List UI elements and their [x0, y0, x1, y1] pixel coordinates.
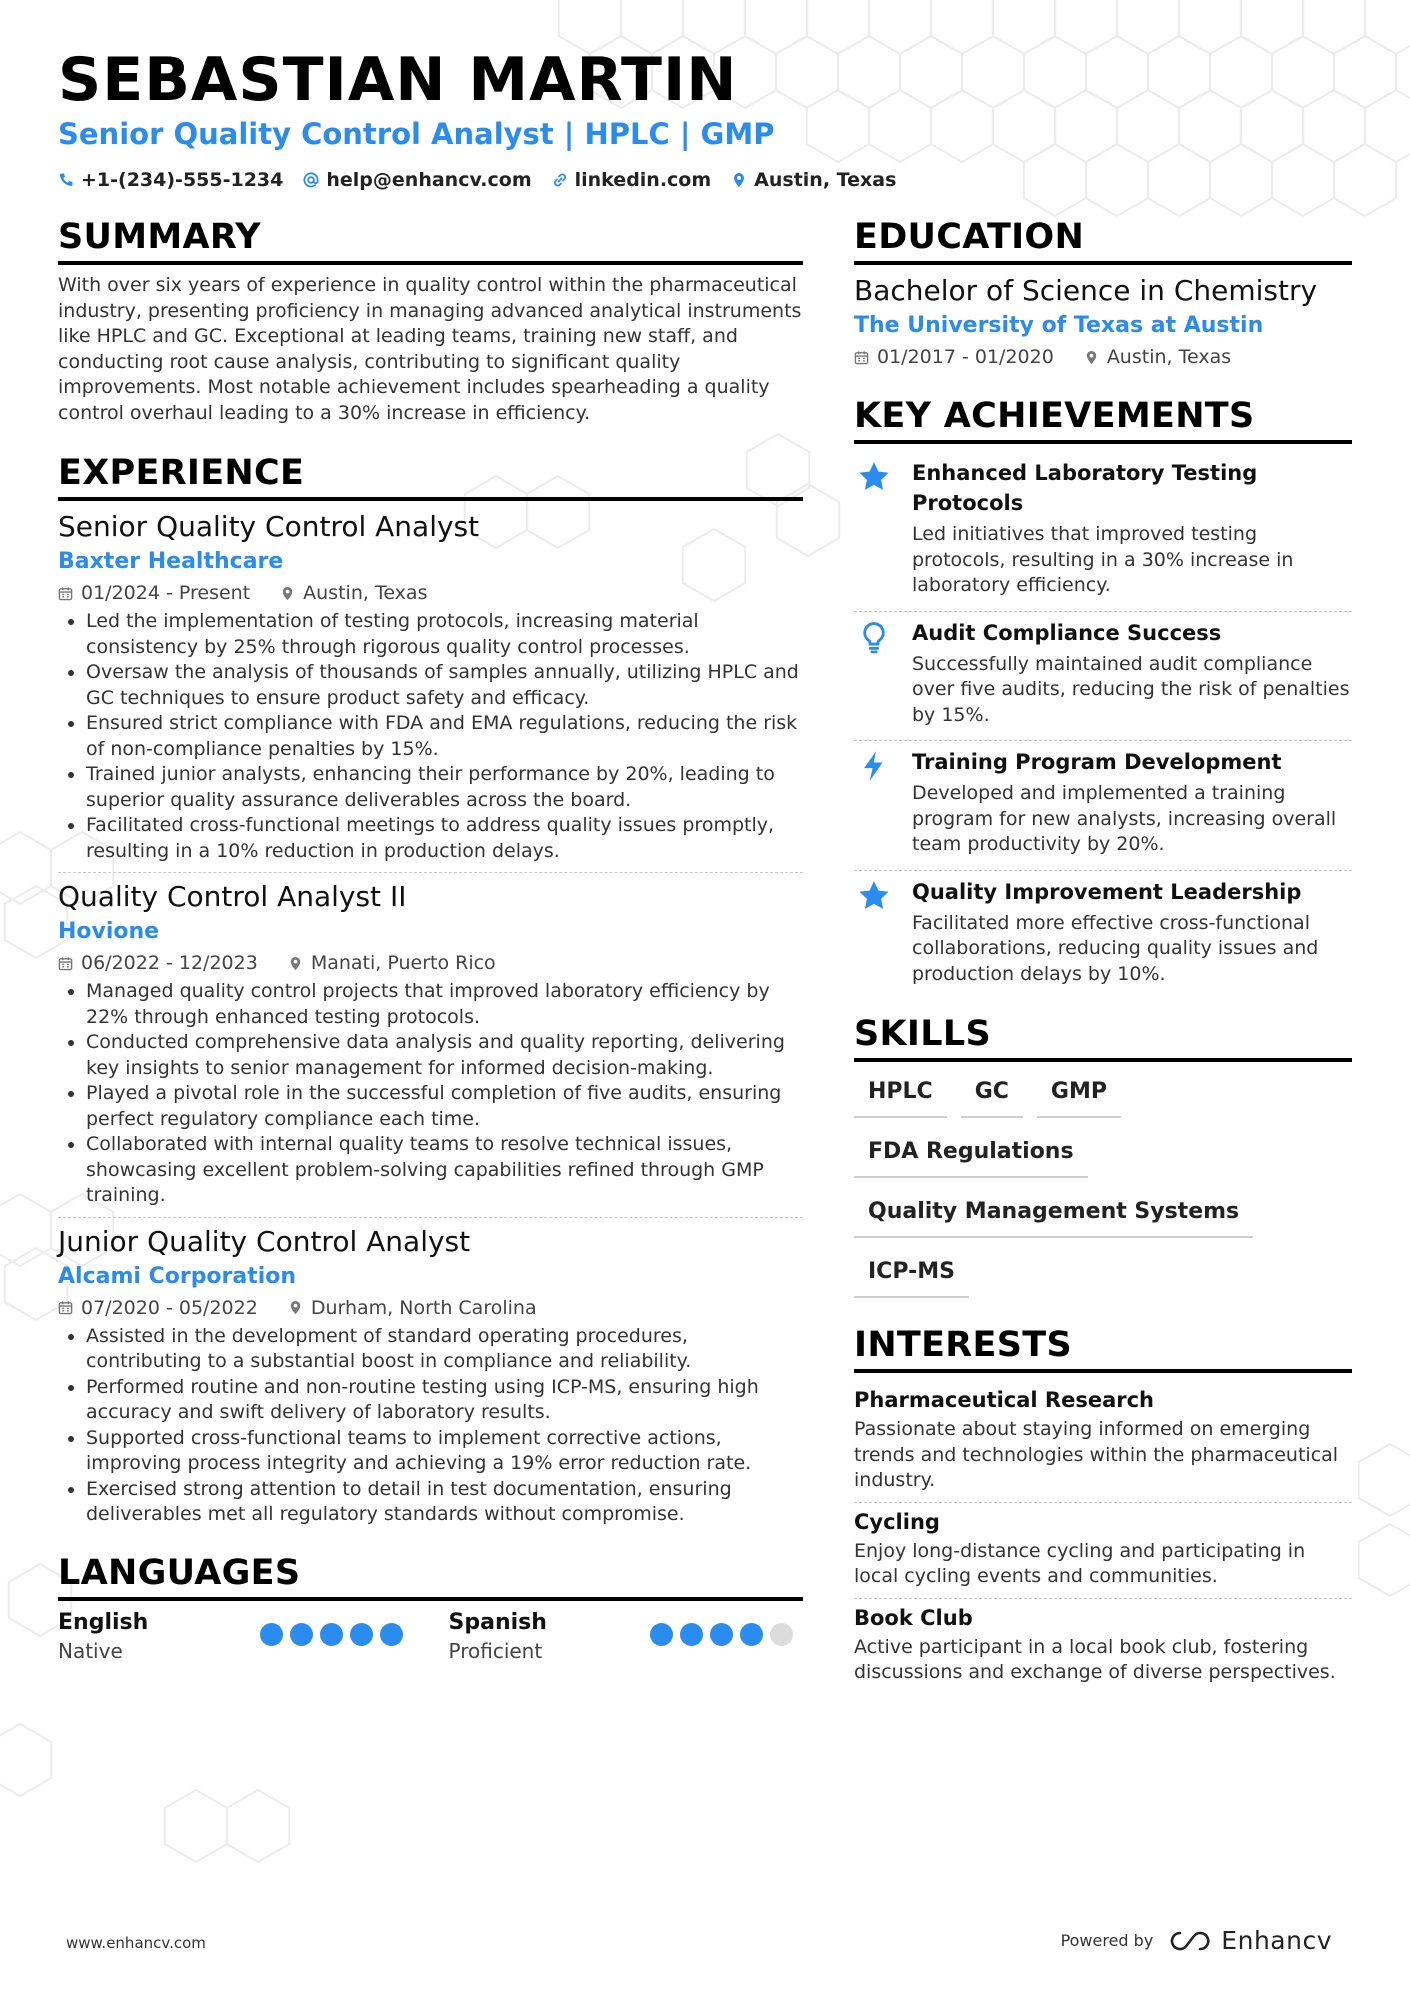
education-dates-text: 01/2017 - 01/2020: [877, 346, 1054, 368]
experience-heading: EXPERIENCE: [58, 452, 803, 501]
rating-dot-filled: [380, 1623, 403, 1646]
language-item: [58, 1609, 413, 1665]
achievement-item: [854, 871, 1352, 1000]
skills-section: [854, 1013, 1352, 1298]
email-text: help@enhancv.com: [326, 169, 532, 191]
summary-text: With over six years of experience in quality control within the pharmaceutical industry, presenting proficiency in managing advanced analytical instruments like HPLC and GC. Exceptional at leading teams, training new staff, and conducting root cause analysis, contributing to significant quality improvements. Most notable achievement includes spearheading a quality control overhaul leading to a 30% increase in efficiency.: [58, 274, 802, 424]
job-title: Junior Quality Control Analyst: [58, 1224, 471, 1258]
job-bullet: • Collaborated with internal quality teams to resolve technical issues, showcasing excellent problem-solving capabilities refined through GMP training.: [86, 1132, 803, 1209]
calendar-icon: [58, 1300, 73, 1315]
rating-dot-filled: [320, 1623, 343, 1646]
achievements-section: [854, 395, 1352, 999]
job-bullet: • Supported cross-functional teams to implement corrective actions, improving process integrity and achieving a 19% error reduction rate.: [86, 1426, 803, 1477]
job-location: [288, 949, 496, 977]
brand-name: Enhancv: [1221, 1926, 1332, 1955]
rating-dot-filled: [650, 1623, 673, 1646]
language-rating: [650, 1623, 793, 1646]
skills-heading: SKILLS: [854, 1013, 1352, 1062]
job-bullet: • Oversaw the analysis of thousands of samples annually, utilizing HPLC and GC techniques to ensure product safety and efficacy.: [86, 660, 803, 711]
summary-section: [58, 216, 803, 426]
education-location-text: Austin, Texas: [1106, 346, 1232, 368]
education-location: [1084, 343, 1231, 371]
achievement-title: Audit Compliance Success: [912, 620, 1222, 645]
job-bullet: • Managed quality control projects that improved laboratory efficiency by 22% through enhanced testing protocols.: [86, 979, 803, 1030]
contact-phone[interactable]: [58, 167, 283, 193]
achievement-icon-wrap: [854, 618, 894, 729]
education-heading: EDUCATION: [854, 216, 1352, 265]
education-degree: Bachelor of Science in Chemistry: [854, 274, 1318, 307]
location-text: Austin, Texas: [754, 169, 897, 191]
job-bullet: • Led the implementation of testing protocols, increasing material consistency by 25% through rigorous quality control processes.: [86, 609, 803, 660]
interest-description: Passionate about staying informed on emerging trends and technologies within the pharmaceutical industry.: [854, 1418, 1339, 1491]
interest-item: [854, 1381, 1352, 1503]
job-dates: [58, 1294, 258, 1322]
job-entry: [58, 509, 803, 873]
calendar-icon: [58, 956, 73, 971]
job-location: [288, 1294, 537, 1322]
job-dates: [58, 579, 250, 607]
job-title: Quality Control Analyst II: [58, 880, 407, 913]
phone-icon: [58, 172, 74, 188]
interest-title: Book Club: [854, 1605, 973, 1630]
interests-heading: INTERESTS: [854, 1324, 1352, 1373]
job-company[interactable]: Baxter Healthcare: [58, 549, 284, 574]
language-rating: [260, 1623, 403, 1646]
enhancv-brand[interactable]: [1167, 1926, 1332, 1955]
education-section: [854, 216, 1352, 371]
job-dates-text: 01/2024 - Present: [81, 582, 251, 604]
location-pin-icon: [288, 1300, 303, 1315]
interest-item: [854, 1503, 1352, 1599]
achievement-icon-wrap: [854, 877, 894, 988]
education-school[interactable]: The University of Texas at Austin: [854, 313, 1264, 338]
job-location-text: Manati, Puerto Rico: [310, 952, 496, 974]
right-column: [854, 216, 1352, 1694]
interest-description: Active participant in a local book club, fostering discussions and exchange of diverse perspectives.: [854, 1635, 1336, 1683]
location-pin-icon: [280, 586, 295, 601]
achievements-heading: KEY ACHIEVEMENTS: [854, 395, 1352, 444]
lightning-icon: [857, 749, 891, 783]
job-location-text: Durham, North Carolina: [310, 1296, 537, 1319]
job-bullet: • Played a pivotal role in the successful completion of five audits, ensuring perfect regulatory compliance each time.: [86, 1081, 803, 1132]
job-bullets: [58, 979, 803, 1209]
rating-dot-filled: [290, 1623, 313, 1646]
language-level: Proficient: [448, 1638, 543, 1663]
job-meta: [58, 579, 803, 607]
experience-section: [58, 452, 803, 1536]
job-title: Senior Quality Control Analyst: [58, 510, 480, 543]
achievement-title: Training Program Development: [912, 750, 1282, 774]
rating-dot-filled: [710, 1623, 733, 1646]
language-name: Spanish: [448, 1609, 547, 1635]
star-icon: [857, 879, 891, 913]
language-name: English: [58, 1609, 149, 1635]
job-location-text: Austin, Texas: [303, 582, 428, 604]
skill-tag: HPLC: [854, 1070, 947, 1118]
job-dates-text: 06/2022 - 12/2023: [81, 952, 258, 974]
job-bullet: • Ensured strict compliance with FDA and EMA regulations, reducing the risk of non-compliance penalties by 15%.: [86, 711, 803, 762]
achievement-item: [854, 452, 1352, 612]
achievement-icon-wrap: [854, 458, 894, 599]
job-location: [280, 579, 427, 607]
skill-tag: GC: [961, 1070, 1023, 1118]
interests-section: [854, 1324, 1352, 1694]
left-column: [58, 216, 803, 1665]
rating-dot-empty: [770, 1623, 793, 1646]
lightbulb-icon: [857, 620, 891, 654]
candidate-headline: Senior Quality Control Analyst | HPLC | GMP: [58, 117, 775, 151]
job-bullets: [58, 609, 803, 864]
enhancv-logo-icon: [1167, 1929, 1213, 1953]
job-bullet: • Facilitated cross-functional meetings to address quality issues promptly, resulting in a 10% reduction in production delays.: [86, 813, 803, 864]
achievement-icon-wrap: [854, 747, 894, 858]
skill-tag: GMP: [1037, 1070, 1121, 1118]
job-entry: [58, 879, 803, 1218]
interest-item: [854, 1599, 1352, 1694]
language-item: [449, 1609, 804, 1665]
job-dates-text: 07/2020 - 05/2022: [81, 1296, 258, 1319]
job-bullet: • Performed routine and non-routine testing using ICP-MS, ensuring high accuracy and swift delivery of laboratory results.: [86, 1375, 803, 1426]
location-pin-icon: [288, 956, 303, 971]
contact-bar: [58, 167, 896, 193]
calendar-icon: [854, 350, 869, 365]
job-company[interactable]: Alcami Corporation: [58, 1263, 297, 1289]
contact-linkedin[interactable]: [552, 167, 712, 193]
interest-title: Pharmaceutical Research: [854, 1388, 1155, 1412]
job-company[interactable]: Hovione: [58, 919, 160, 944]
rating-dot-filled: [740, 1623, 763, 1646]
job-dates: [58, 949, 258, 977]
rating-dot-filled: [680, 1623, 703, 1646]
education-dates: [854, 343, 1054, 371]
job-meta: [58, 1294, 803, 1322]
linkedin-text: linkedin.com: [574, 169, 712, 191]
job-bullet: • Conducted comprehensive data analysis and quality reporting, delivering key insights to senior management for informed decision-making.: [86, 1030, 803, 1081]
job-bullets: [58, 1324, 803, 1528]
skill-tag: FDA Regulations: [854, 1130, 1088, 1178]
powered-by: [1061, 1926, 1332, 1955]
job-entry: [58, 1224, 803, 1536]
contact-location: [731, 167, 896, 193]
job-meta: [58, 949, 803, 977]
achievement-description: Successfully maintained audit compliance over five audits, reducing the risk of penalties by 15%.: [912, 652, 1350, 726]
achievement-description: Developed and implemented a training program for new analysts, increasing overall team productivity by 20%.: [912, 782, 1337, 855]
at-icon: [303, 172, 319, 188]
achievement-description: Facilitated more effective cross-functional collaborations, reducing quality issues and production delays by 10%.: [912, 911, 1319, 985]
job-bullet: • Assisted in the development of standard operating procedures, contributing to a substantial boost in compliance and reliability.: [86, 1324, 803, 1375]
languages-section: [58, 1552, 803, 1665]
candidate-name: SEBASTIAN MARTIN: [58, 45, 738, 115]
calendar-icon: [58, 586, 73, 601]
skill-tag: Quality Management Systems: [854, 1190, 1253, 1238]
job-bullet: • Trained junior analysts, enhancing their performance by 20%, leading to superior quality assurance deliverables across the board.: [86, 762, 803, 813]
skill-list: [854, 1070, 1352, 1298]
achievement-description: Led initiatives that improved testing protocols, resulting in a 30% increase in laboratory efficiency.: [912, 523, 1294, 596]
powered-by-label: Powered by: [1060, 1931, 1154, 1950]
achievement-title: Enhanced Laboratory Testing Protocols: [912, 461, 1258, 515]
language-level: Native: [58, 1638, 123, 1663]
contact-email[interactable]: [303, 167, 531, 193]
rating-dot-filled: [350, 1623, 373, 1646]
interest-description: Enjoy long-distance cycling and participating in local cycling events and communities.: [854, 1539, 1306, 1587]
rating-dot-filled: [260, 1623, 283, 1646]
education-meta: [854, 343, 1352, 371]
achievement-title: Quality Improvement Leadership: [912, 879, 1302, 904]
languages-heading: LANGUAGES: [58, 1552, 803, 1601]
star-icon: [857, 460, 891, 494]
job-list: [58, 509, 803, 1536]
link-icon: [552, 172, 568, 188]
achievement-item: [854, 612, 1352, 742]
location-pin-icon: [731, 172, 747, 188]
summary-heading: SUMMARY: [58, 216, 803, 265]
footer-url[interactable]: www.enhancv.com: [66, 1934, 206, 1952]
achievement-item: [854, 741, 1352, 871]
language-list: [58, 1609, 803, 1665]
interest-title: Cycling: [854, 1509, 940, 1534]
skill-tag: ICP-MS: [854, 1250, 969, 1298]
phone-text: +1-(234)-555-1234: [81, 169, 284, 191]
location-pin-icon: [1084, 350, 1099, 365]
job-bullet: • Exercised strong attention to detail in test documentation, ensuring deliverables met all regulatory standards without compromise.: [86, 1477, 803, 1528]
